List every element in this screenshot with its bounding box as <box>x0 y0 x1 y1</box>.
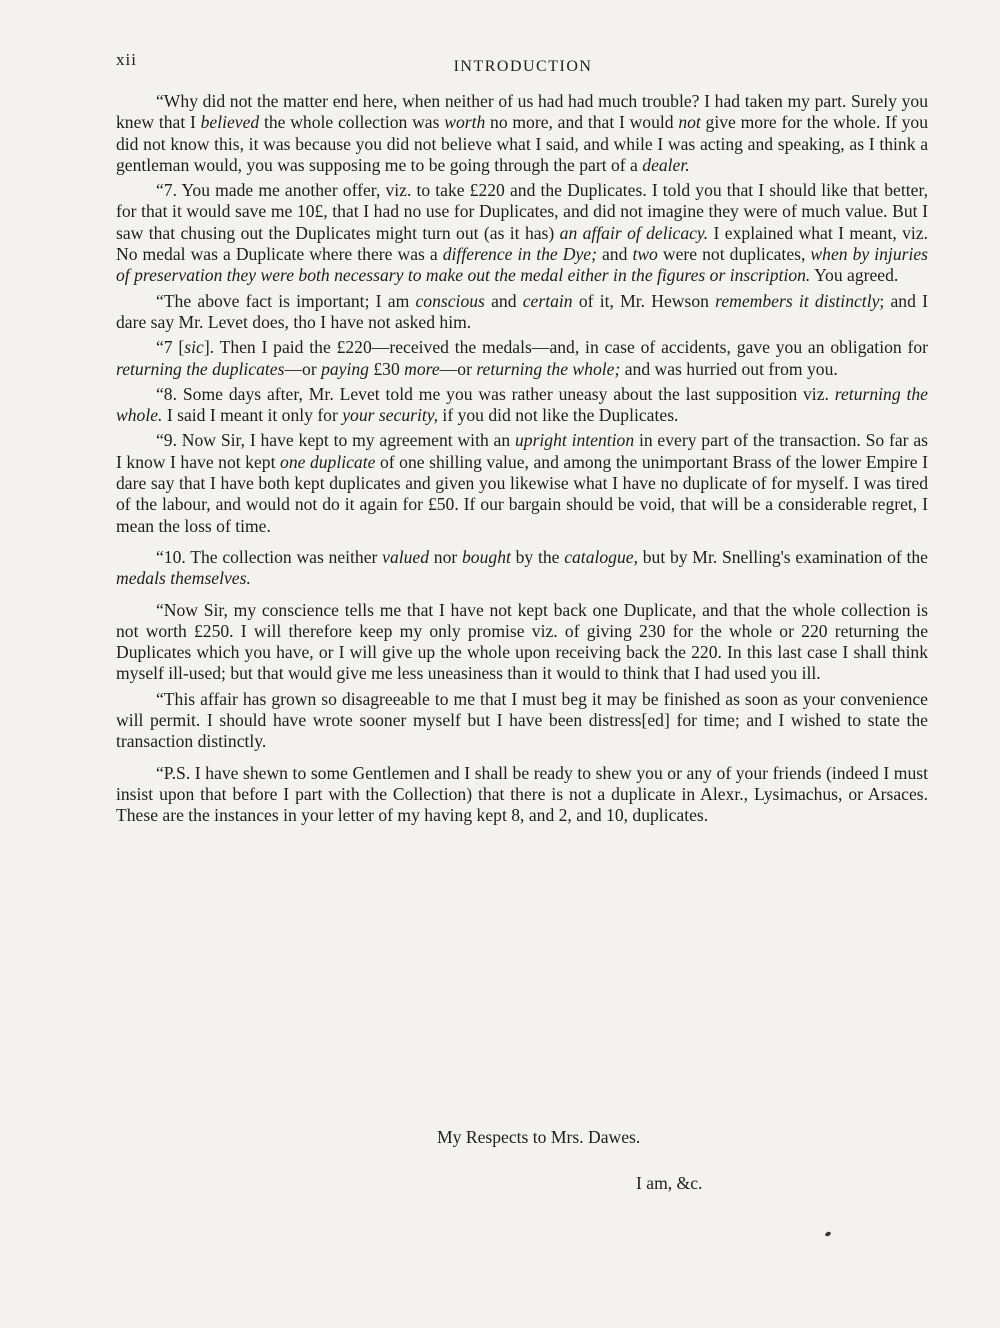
italic-text: conscious <box>415 290 485 311</box>
running-head: INTRODUCTION <box>453 58 593 75</box>
italic-text: returning the whole; <box>476 358 621 379</box>
italic-text: more <box>404 358 440 379</box>
paragraph-affair <box>116 689 928 753</box>
text-run: “7 [ <box>156 337 185 358</box>
paragraph-above-fact <box>116 291 928 334</box>
paragraph-8 <box>116 384 928 427</box>
text-run: £30 <box>368 358 405 379</box>
italic-text: bought <box>462 546 511 567</box>
italic-text: two <box>632 244 658 265</box>
text-run: “Why did not the matter end here, when neither of us had had much trouble? I had taken my part. Surely you knew that I <box>116 91 928 133</box>
paragraph-7-sic <box>116 337 928 380</box>
italic-text: worth <box>444 112 486 133</box>
text-run: “P.S. I have shewn to some Gentlemen and I shall be ready to shew you or any of your friends (indeed I must insist upon that before I part with the Collection) that there is not a duplicate in Alexr., Lysimachus, or Arsaces. These are the instances in your letter of my having kept 8, and 2, and 10, duplicates. <box>116 762 928 826</box>
page-number: xii <box>116 50 137 69</box>
italic-text: remembers it distinctly <box>715 290 880 311</box>
italic-text: when by injuries of preservation they were both necessary to make out the medal either in the figures or inscription. <box>116 244 929 286</box>
text-run: nor <box>429 546 462 567</box>
italic-text: valued <box>382 546 430 567</box>
text-run: by the <box>510 546 565 567</box>
italic-text: upright intention <box>514 430 635 451</box>
letter-body <box>116 91 928 831</box>
italic-text: one duplicate <box>280 451 376 472</box>
text-run: of one shilling value, and among the unimportant Brass of the lower Empire I dare say that I have both kept duplicates and given you likewise what I have no duplicate of for myself. I was tired of the labour, and would not do it again for £50. If our bargain should be void, that will be a considerable regret, I mean the loss of time. <box>116 451 928 536</box>
text-run: I explained what I meant, viz. No medal was a Duplicate where there was a <box>116 222 929 265</box>
paragraph-9 <box>116 430 928 536</box>
italic-text: returning the whole. <box>116 383 928 426</box>
paragraph-postscript <box>116 763 928 827</box>
italic-text: your security, <box>342 405 439 426</box>
italic-text: catalogue <box>564 546 634 567</box>
text-run: , but by Mr. Snelling's examination of the <box>633 546 928 567</box>
text-run: “10. The collection was neither <box>156 546 383 567</box>
text-run: ]. Then I paid the £220—received the medals—and, in case of accidents, gave you an obligation for <box>203 337 928 358</box>
text-run: were not duplicates, <box>657 244 811 265</box>
closing-respects: My Respects to Mrs. Dawes. <box>437 1127 641 1147</box>
paragraph-10 <box>116 547 928 590</box>
italic-text: believed <box>200 112 260 133</box>
text-run: “9. Now Sir, I have kept to my agreement with an <box>156 430 515 451</box>
italic-text: paying <box>321 358 369 379</box>
text-run: “The above fact is important; I am <box>156 290 416 311</box>
text-run: in every part of the transaction. So far as I know I have not kept <box>116 430 928 472</box>
text-run: “8. Some days after, Mr. Levet told me you was rather uneasy about the last supposition viz. <box>156 383 835 404</box>
text-run: and <box>484 290 523 311</box>
text-run: no more, and that I would <box>485 112 679 133</box>
italic-text: medals themselves. <box>116 568 251 589</box>
text-run: I said I meant it only for <box>162 405 343 426</box>
text-run: give more for the whole. If you did not know this, it was because you did not believe what I said, and while I was acting and speaking, as I think a gentleman would, you was supposing me to be going through the part of a <box>116 112 929 175</box>
italic-text: certain <box>522 290 573 311</box>
closing-signoff: I am, &c. <box>636 1173 703 1193</box>
paragraph-now-sir <box>116 600 928 685</box>
text-run: ; and I dare say Mr. Levet does, tho I have not asked him. <box>116 290 928 332</box>
paragraph-why <box>116 91 928 176</box>
text-run: You agreed. <box>810 265 899 286</box>
text-run: —or <box>439 358 477 379</box>
text-run: “Now Sir, my conscience tells me that I have not kept back one Duplicate, and that the whole collection is not worth £250. I will therefore keep my only promise viz. of giving 230 for the whole or 220 returning the Duplicates which you have, or I will give up the whole upon receiving back the 220. In this last case I shall think myself ill-used; but that would give me less uneasiness than it would to think that I had used you ill. <box>116 599 928 684</box>
text-run: the whole collection was <box>259 112 445 133</box>
text-run: if you did not like the Duplicates. <box>438 405 679 426</box>
italic-text: difference in the Dye; <box>442 244 597 265</box>
italic-text: not <box>678 112 701 133</box>
italic-text: dealer. <box>642 154 690 175</box>
text-run: of it, Mr. Hewson <box>572 290 716 311</box>
text-run: and was hurried out from you. <box>620 358 838 379</box>
italic-text: returning the duplicates <box>116 358 285 379</box>
text-run: —or <box>284 358 322 379</box>
paragraph-7 <box>116 180 928 286</box>
italic-text: sic <box>184 337 204 358</box>
text-run: and <box>596 244 633 265</box>
text-run: “This affair has grown so disagreeable to me that I must beg it may be finished as soon as your convenience will permit. I should have wrote sooner myself but I have been distress[ed] for time; and I wished to state the transaction distinctly. <box>116 688 928 752</box>
italic-text: an affair of delicacy. <box>559 222 709 243</box>
text-run: “7. You made me another offer, viz. to take £220 and the Duplicates. I told you that I should like that better, for that it would save me 10£, that I had no use for Duplicates, and did not imagine they were of much value. But I saw that chusing out the Duplicates might turn out (as it has) <box>116 180 928 243</box>
ink-speck <box>824 1231 831 1237</box>
